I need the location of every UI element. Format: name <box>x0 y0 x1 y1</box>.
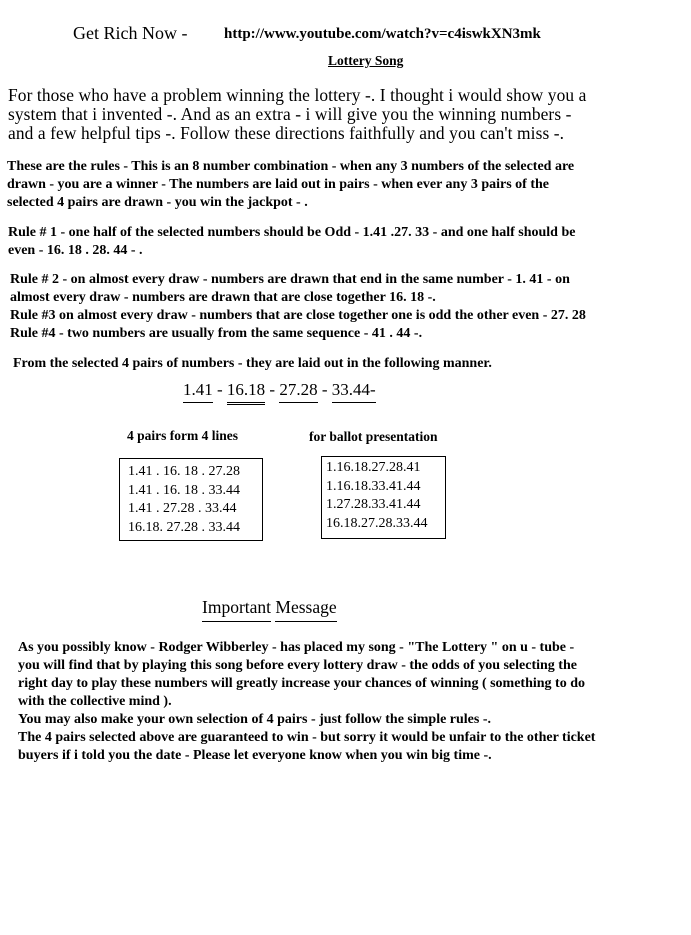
pairs-end-mark: - <box>370 380 376 403</box>
intro-line: For those who have a problem winning the lottery -. I thought i would show you a <box>8 85 587 105</box>
ballot-row: 1.16.18.33.41.44 <box>326 478 421 494</box>
page-title: Get Rich Now - <box>73 23 188 43</box>
intro-line: and a few helpful tips -. Follow these directions faithfully and you can't miss -. <box>8 123 565 143</box>
rule-1-paragraph <box>8 224 688 260</box>
rule-line: Rule #4 - two numbers are usually from the same sequence - 41 . 44 -. <box>10 326 423 341</box>
important-word: Important <box>202 597 271 622</box>
line-row: 1.41 . 27.28 . 33.44 <box>128 501 237 516</box>
line-row: 1.41 . 16. 18 . 33.44 <box>128 482 240 498</box>
rule-1-line: Rule # 1 - one half of the selected numbers should be Odd - 1.41 .27. 33 - and one half should be <box>8 225 576 240</box>
selected-pairs-intro: From the selected 4 pairs of numbers - they are laid out in the following manner. <box>13 356 492 371</box>
line-row: 1.41 . 16. 18 . 27.28 <box>128 464 240 479</box>
message-line: The 4 pairs selected above are guaranteed to win - but sorry it would be unfair to the other ticket <box>18 730 596 745</box>
message-line: You may also make your own selection of 4 pairs - just follow the simple rules -. <box>18 712 492 727</box>
important-message-heading <box>202 597 337 622</box>
pair-1: 1.41 <box>183 380 213 403</box>
rules-intro-paragraph <box>7 158 687 212</box>
lines-caption: 4 pairs form 4 lines <box>127 428 238 443</box>
pair-separator: - <box>265 380 280 399</box>
message-line: with the collective mind ). <box>18 694 172 709</box>
message-line: buyers if i told you the date - Please let everyone know when you win big time -. <box>18 748 492 763</box>
number-pairs <box>183 380 376 405</box>
message-line: As you possibly know - Rodger Wibberley - has placed my song - "The Lottery " on u - tube - <box>18 640 575 655</box>
pair-2: 16.18 <box>227 380 265 405</box>
ballot-row: 16.18.27.28.33.44 <box>326 515 428 531</box>
pair-separator: - <box>317 380 332 399</box>
ballot-caption: for ballot presentation <box>309 429 438 444</box>
song-title: Lottery Song <box>328 53 404 68</box>
pair-separator: - <box>212 380 227 399</box>
pair-3: 27.28 <box>279 380 317 403</box>
rule-1-line: even - 16. 18 . 28. 44 - . <box>8 243 143 258</box>
rule-line: almost every draw - numbers are drawn that are close together 16. 18 -. <box>10 290 436 305</box>
pair-4: 33.44 <box>332 380 370 403</box>
ballot-box <box>321 456 446 539</box>
message-line: you will find that by playing this song before every lottery draw - the odds of you selecting the <box>18 658 577 673</box>
rules-2-4-paragraph <box>10 271 690 343</box>
rules-intro-line: These are the rules - This is an 8 number combination - when any 3 numbers of the selected are <box>7 159 575 174</box>
ballot-row: 1.16.18.27.28.41 <box>326 460 421 475</box>
intro-line: system that i invented -. And as an extra - i will give you the winning numbers - <box>8 104 572 124</box>
message-word: Message <box>275 597 336 622</box>
rules-intro-line: selected 4 pairs are drawn - you win the jackpot - . <box>7 195 308 210</box>
message-line: right day to play these numbers will greatly increase your chances of winning ( something to do <box>18 676 586 691</box>
lines-box <box>119 458 263 541</box>
youtube-link[interactable]: http://www.youtube.com/watch?v=c4iswkXN3mk <box>224 26 541 42</box>
intro-paragraph <box>8 86 688 143</box>
ballot-row: 1.27.28.33.41.44 <box>326 497 421 512</box>
rule-line: Rule # 2 - on almost every draw - numbers are drawn that end in the same number - 1. 41 - on <box>10 272 570 287</box>
message-paragraph <box>18 639 688 765</box>
rules-intro-line: drawn - you are a winner - The numbers are laid out in pairs - when ever any 3 pairs of the <box>7 177 550 192</box>
rule-line: Rule #3 on almost every draw - numbers that are close together one is odd the other even - 27. 28 <box>10 308 586 323</box>
line-row: 16.18. 27.28 . 33.44 <box>128 519 240 535</box>
